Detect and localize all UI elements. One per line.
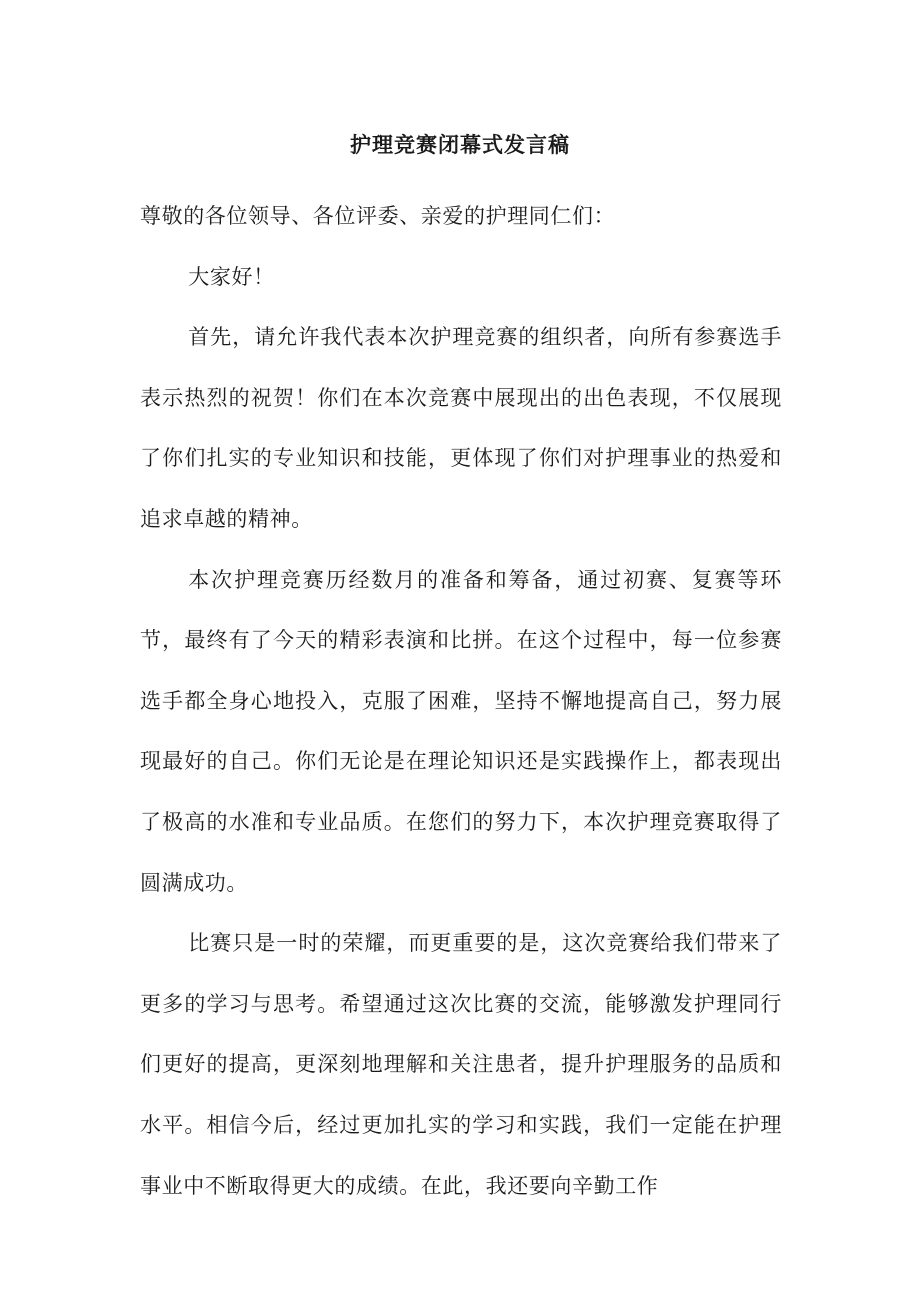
- greeting: 大家好！: [188, 264, 275, 289]
- paragraph-2: 本次护理竞赛历经数月的准备和筹备，通过初赛、复赛等环节，最终有了今天的精彩表演和比拼。在这个过程中，每一位参赛选手都全身心地投入，克服了困难，坚持不懈地提高自己，努力展现最好的自己。你们无论是在理论知识还是实践操作上，都表现出了极高的水准和专业品质。在您们的努力下，本次护理竞赛取得了圆满成功。: [140, 567, 782, 895]
- salutation: 尊敬的各位领导、各位评委、亲爱的护理同仁们：: [140, 204, 616, 228]
- paragraph-1: 首先，请允许我代表本次护理竞赛的组织者，向所有参赛选手表示热烈的祝贺！你们在本次竞赛中展现出的出色表现，不仅展现了你们扎实的专业知识和技能，更体现了你们对护理事业的热爱和追求卓越的精神。: [140, 325, 782, 531]
- document-title: 护理竞赛闭幕式发言稿: [350, 132, 570, 157]
- paragraph-3: 比赛只是一时的荣耀，而更重要的是，这次竞赛给我们带来了更多的学习与思考。希望通过这次比赛的交流，能够激发护理同行们更好的提高，更深刻地理解和关注患者，提升护理服务的品质和水平。相信今后，经过更加扎实的学习和实践，我们一定能在护理事业中不断取得更大的成绩。在此，我还要向辛勤工作: [140, 931, 782, 1198]
- document-body: [140, 186, 782, 1216]
